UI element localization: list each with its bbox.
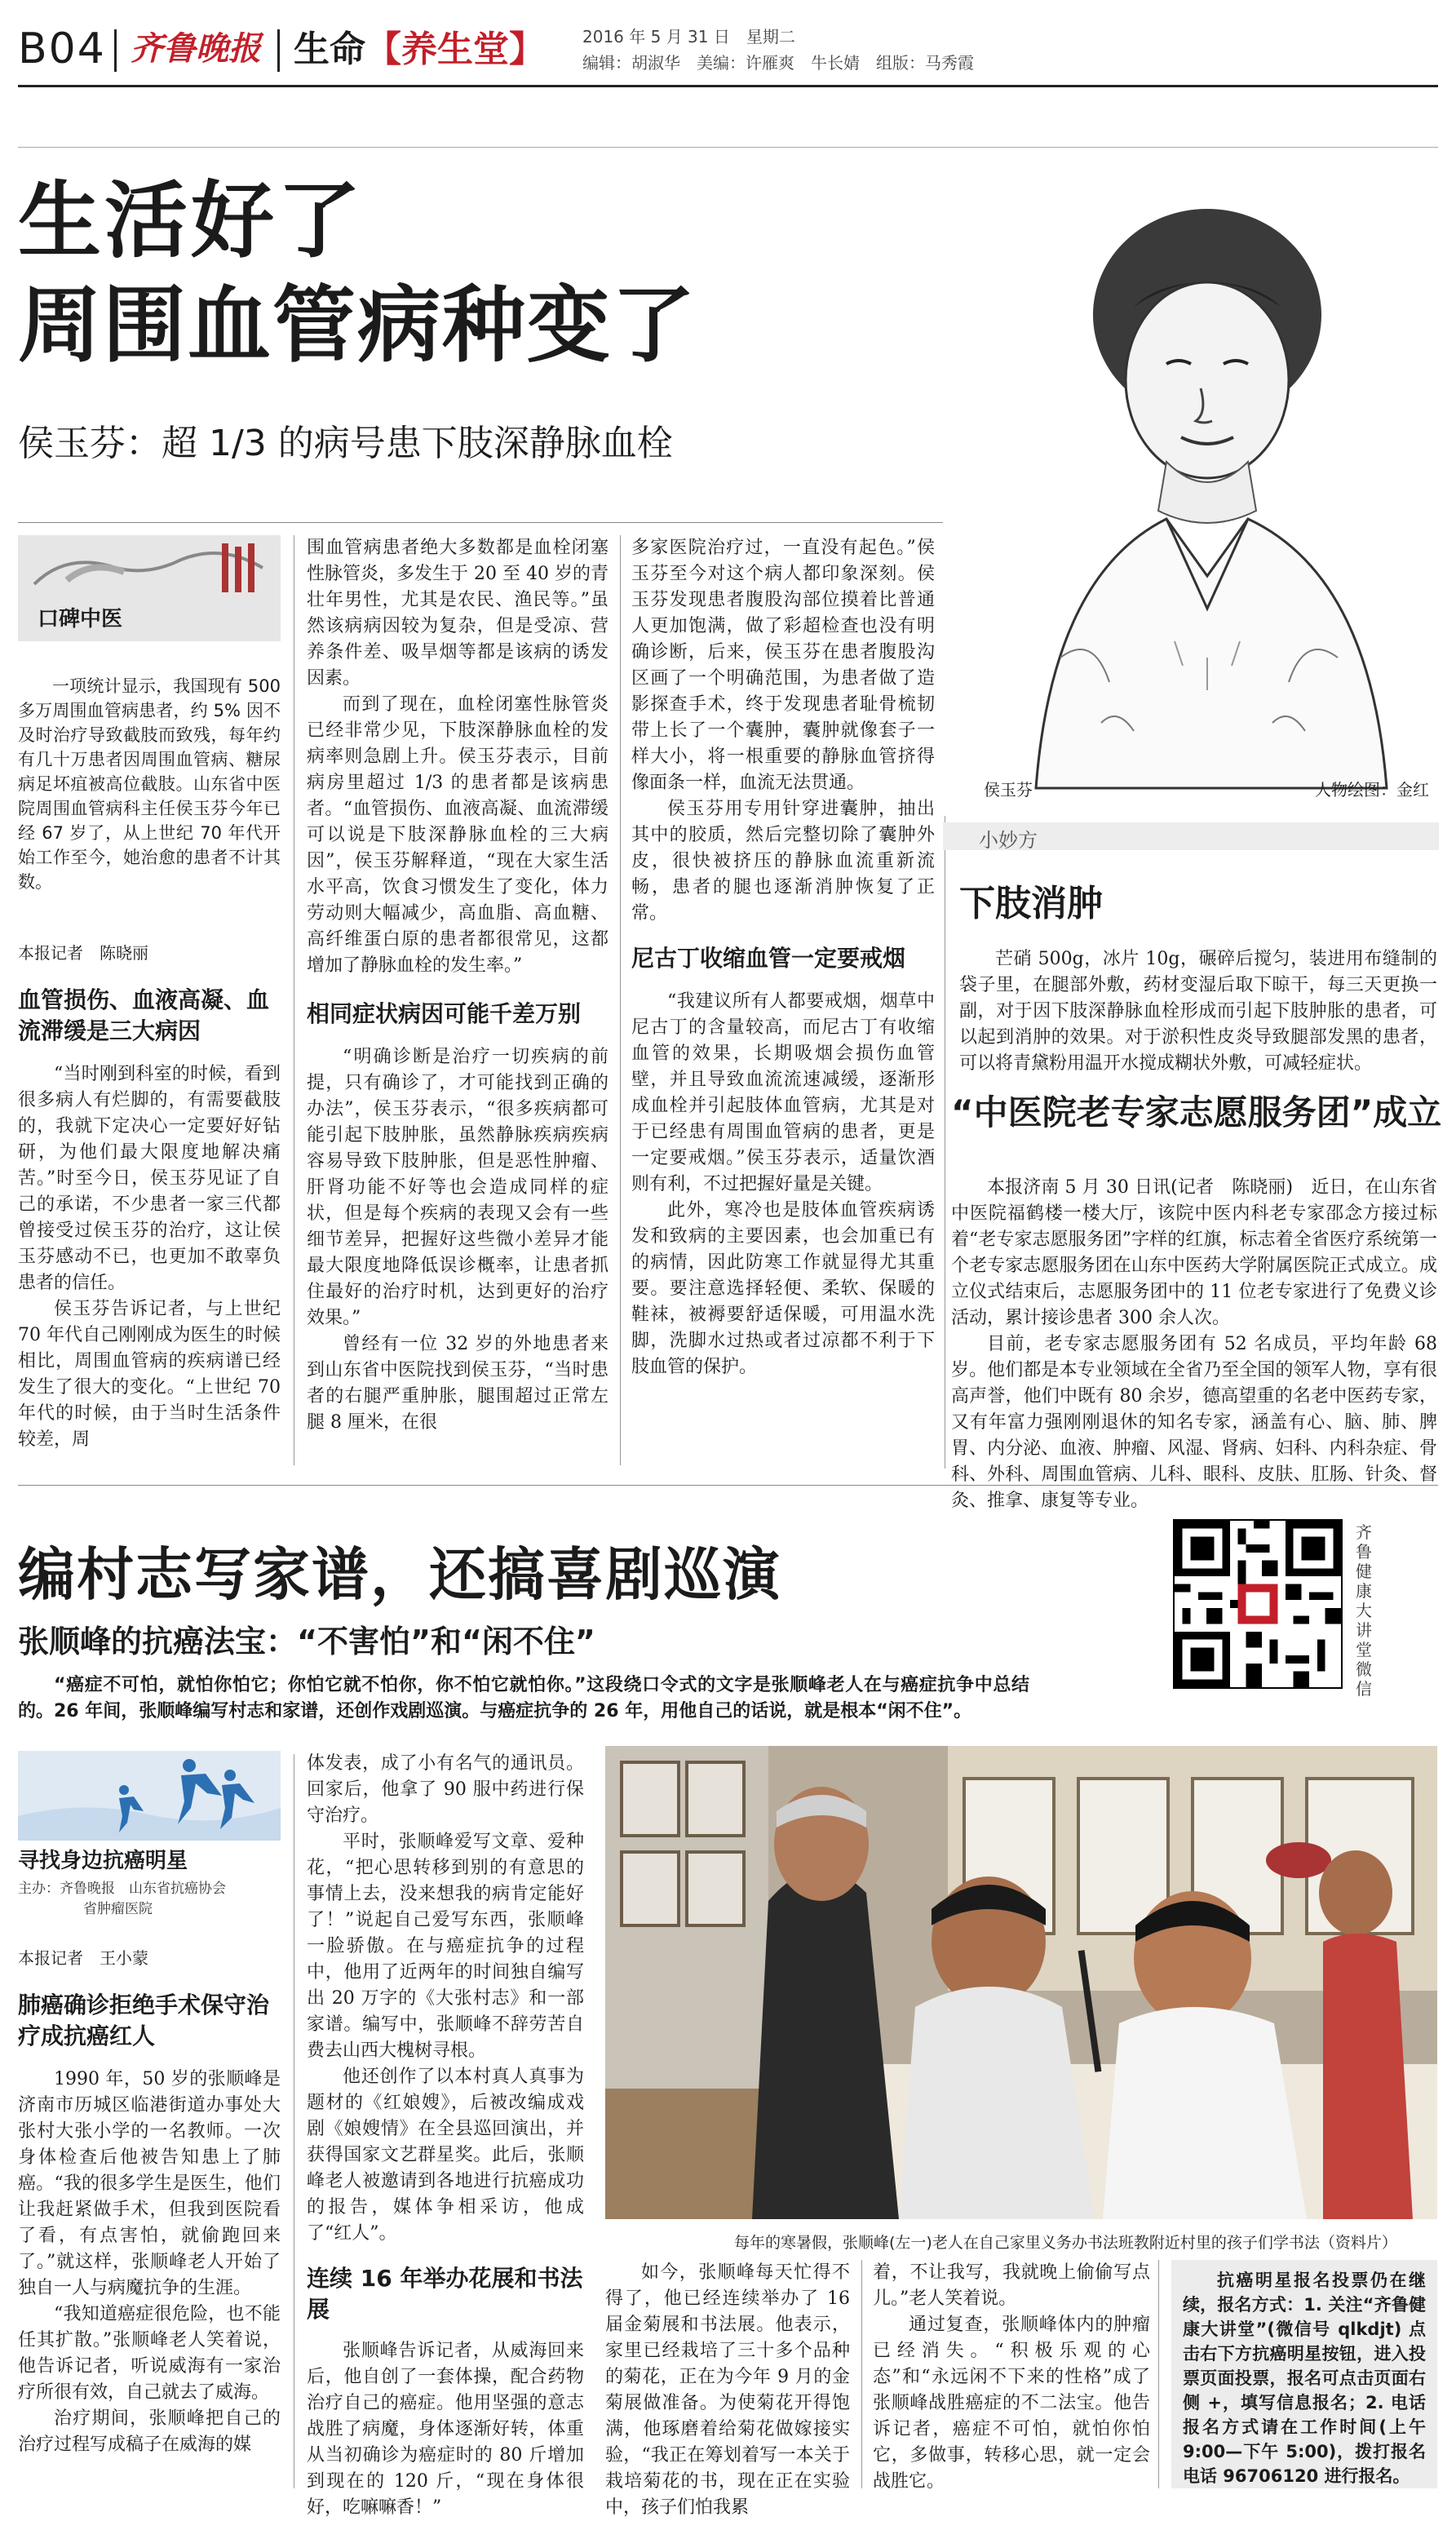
paragraph: 而到了现在，血栓闭塞性脉管炎已经非常少见，下肢深静脉血栓的发病率则急剧上升。侯玉芬表示，目前病房里超过 1/3 的患者都是该病患者。“血管损伤、血液高凝、血流滞缓可以说是下肢深静脉血栓的三大病因”，侯玉芬解释道，“现在大家生活水平高，饮食习惯发生了变化，体力劳动则大幅减少，高血脂、高血糖、高纤维蛋白原的患者都很常见，这都增加了静脉血栓的发生率。” bbox=[307, 694, 609, 976]
vote-info-box bbox=[1171, 2260, 1437, 2488]
column-host: 主办：齐鲁晚报 山东省抗癌协会 bbox=[18, 1881, 226, 1897]
article1-subhead-2: 相同症状病因可能千差万别 bbox=[307, 1000, 582, 1027]
page-header bbox=[18, 24, 1437, 82]
article2-subhead-2: 连续 16 年举办花展和书法展 bbox=[307, 2265, 583, 2323]
editor-credits: 编辑：胡淑华 美编：许雁爽 牛长婧 组版：马秀霞 bbox=[582, 53, 974, 73]
portrait-illustration bbox=[963, 152, 1436, 813]
column-banner-koubei bbox=[18, 535, 281, 641]
paragraph: 目前，老专家志愿服务团有 52 名成员，平均年龄 68 岁。他们都是本专业领域在全省乃至全国的领军人物，享有很高声誉，他们中既有 80 余岁，德高望重的名老中医药专家，又有年富力强刚刚退休的知名专家，涵盖有心、脑、肺、脾胃、内分泌、血液、肿瘤、风湿、肾病、妇科、内科杂症、骨科、外科、周围血管病、儿科、眼科、皮肤、肛肠、针灸、督灸、推拿、康复等专业。 bbox=[951, 1334, 1437, 1511]
cancer-star-column-title: 寻找身边抗癌明星 bbox=[18, 1849, 188, 1873]
paragraph: 侯玉芬告诉记者，与上世纪 70 年代自己刚刚成为医生的时候相比，周围血管病的疾病谱已经发生了很大的变化。“上世纪 70 年代的时候，由于当时生活条件较差，周 bbox=[18, 1299, 281, 1450]
article2-title: 编村志写家谱，还搞喜剧巡演 bbox=[18, 1541, 781, 1608]
vote-info-text: 抗癌明星报名投票仍在继续，报名方式：1. 关注“齐鲁健康大讲堂”(微信号 qlkdjt) 点击右下方抗癌明星按钮，进入投票页面投票，报名可点击页面右侧 +，填写信息报名；2. 电话报名方式请在工作时间(上午 9:00—下午 5:00)，拨打报名电话 96706120 进行报名。 bbox=[1183, 2271, 1426, 2486]
running-figures-icon bbox=[18, 1751, 281, 1841]
paragraph: 如今，张顺峰每天忙得不得了，他已经连续举办了 16 届金菊展和书法展。他表示，家里已经栽培了三十多个品种的菊花，正在为今年 9 月的金菊展做准备。为使菊花开得饱满，他琢磨着给菊花做嫁接实验，“我正在筹划着写一本关于栽培菊花的书，现在正在实验中，孩子们怕我累 bbox=[605, 2262, 850, 2518]
portrait-caption: 侯玉芬 bbox=[984, 780, 1033, 800]
qr-code-icon[interactable] bbox=[1173, 1519, 1343, 1689]
paragraph: 着，不让我写，我就晚上偷偷写点儿。”老人笑着说。 bbox=[873, 2262, 1150, 2309]
paragraph: 治疗期间，张顺峰把自己的治疗过程写成稿子在威海的媒 bbox=[18, 2408, 281, 2455]
article1-column-2 bbox=[307, 535, 609, 1436]
photo-caption: 每年的寒暑假，张顺峰(左一)老人在自己家里义务办书法班教附近村里的孩子们学书法（资料片） bbox=[734, 2234, 1397, 2252]
paragraph: 他还创作了以本村真人真事为题材的《红娘嫂》，后被改编成戏剧《娘嫂情》在全县巡回演出，并获得国家文艺群星奖。此后，张顺峰老人被邀请到各地进行抗癌成功的报告，媒体争相采访，他成了“红人”。 bbox=[307, 2067, 584, 2244]
tip-column-label: 小妙方 bbox=[979, 829, 1038, 852]
article1-reporter: 本报记者 陈晓丽 bbox=[18, 943, 148, 963]
article2-reporter: 本报记者 王小蒙 bbox=[18, 1948, 148, 1968]
issue-date: 2016 年 5 月 31 日 星期二 bbox=[582, 27, 795, 47]
article2-column-4 bbox=[873, 2260, 1150, 2495]
paragraph: 此外，寒冷也是肢体血管疾病诱发和致病的主要因素，也会加重已有的病情，因此防寒工作就显得尤其重要。要注意选择轻便、柔软、保暖的鞋袜，被褥要舒适保暖，可用温水洗脚，洗脚水过热或者过凉都不利于下肢血管的保护。 bbox=[631, 1200, 935, 1377]
paragraph: 本报济南 5 月 30 日讯(记者 陈晓丽) 近日，在山东省中医院福鹤楼一楼大厅，该院中医内科老专家邵念方接过标着“老专家志愿服务团”字样的红旗，标志着全省医疗系统第一个老专家志愿服务团在山东中医药大学附属医院正式成立。成立仪式结束后，志愿服务团中的 11 位老专家进行了免费义诊活动，累计接诊患者 300 余人次。 bbox=[951, 1177, 1437, 1328]
paragraph: 侯玉芬用专用针穿进囊肿，抽出其中的胶质，然后完整切除了囊肿外皮，很快被挤压的静脉血流重新流畅，患者的腿也逐渐消肿恢复了正常。 bbox=[631, 799, 935, 924]
article2-subhead-1: 肺癌确诊拒绝手术保守治疗成抗癌红人 bbox=[18, 1992, 270, 2049]
paragraph: 曾经有一位 32 岁的外地患者来到山东省中医院找到侯玉芬，“当时患者的右腿严重肿胀，腿围超过正常左腿 8 厘米，在很 bbox=[307, 1334, 609, 1433]
cancer-star-banner bbox=[18, 1751, 281, 1841]
paragraph: “当时刚到科室的时候，看到很多病人有烂脚的，有需要截肢的，我就下定决心一定要好好钻研，为他们最大限度地解决痛苦。”时至今日，侯玉芬见证了自己的承诺，不少患者一家三代都曾接受过侯玉芬的治疗，这让侯玉芬感动不已，也更加不敢辜负患者的信任。 bbox=[18, 1064, 281, 1293]
article1-lead: 一项统计显示，我国现有 500 多万周围血管病患者，约 5% 因不及时治疗导致截肢而致残，每年约有几十万患者因周围血管病、糖尿病足坏疽被高位截肢。山东省中医院周围血管病科主任侯玉芬今年已经 67 岁了，从上世纪 70 年代开始工作至今，她治愈的患者不计其数。 bbox=[18, 676, 281, 892]
tip-text: 芒硝 500g，冰片 10g，碾碎后搅匀，装进用布缝制的袋子里，在腿部外敷，药材变湿后取下晾干，每三天更换一副，对于因下肢深静脉血栓形成而引起下肢肿胀的患者，可以起到消肿的效果。对于淤积性皮炎导致腿部发黑的患者，可以将青黛粉用温开水搅成糊状外敷，可减轻症状。 bbox=[959, 949, 1437, 1074]
paragraph: 体发表，成了小有名气的通讯员。回家后，他拿了 90 服中药进行保守治疗。 bbox=[307, 1753, 584, 1826]
paragraph: “我建议所有人都要戒烟，烟草中尼古丁的含量较高，而尼古丁有收缩血管的效果，长期吸烟会损伤血管壁，并且导致血流流速减缓，逐渐形成血栓并引起肢体血管病，尤其是对于已经患有周围血管病的患者，更是一定要戒烟。”侯玉芬表示，适量饮酒则有利，不过把握好量是关键。 bbox=[631, 991, 935, 1194]
article2-column-1 bbox=[18, 1751, 281, 2458]
article1-column-1 bbox=[18, 535, 281, 1453]
portrait-credit: 人物绘图：金红 bbox=[1315, 780, 1429, 800]
column-host-2: 省肿瘤医院 bbox=[83, 1901, 153, 1917]
article1-subhead-3: 尼古丁收缩血管一定要戒烟 bbox=[631, 945, 906, 972]
article1-column-3 bbox=[631, 535, 935, 1380]
tip-title: 下肢消肿 bbox=[959, 883, 1103, 924]
article1-title-line2: 周围血管病种变了 bbox=[18, 277, 697, 374]
qr-label: 齐鲁健康大讲堂微信 bbox=[1356, 1522, 1372, 1699]
calligraphy-class-photo bbox=[605, 1746, 1437, 2219]
column-label: 口碑中医 bbox=[38, 607, 123, 631]
paragraph: “我知道癌症很危险，也不能任其扩散。”张顺峰老人笑着说，他告诉记者，听说威海有一家治疗所很有效，自己就去了威海。 bbox=[18, 2304, 281, 2403]
paragraph: 张顺峰告诉记者，从威海回来后，他自创了一套体操，配合药物治疗自己的癌症。他用坚强的意志战胜了病魔，身体逐渐好转，体重从当初确诊为癌症时的 80 斤增加到现在的 120 斤，“现在身体很好，吃嘛嘛香！” bbox=[307, 2341, 584, 2518]
article2-column-3 bbox=[605, 2260, 850, 2521]
article1-subhead-1: 血管损伤、血液高凝、血流滞缓是三大病因 bbox=[18, 986, 270, 1044]
article1-subtitle: 侯玉芬：超 1/3 的病号患下肢深静脉血栓 bbox=[18, 423, 673, 464]
article2-lead: “癌症不可怕，就怕你怕它；你怕它就不怕你，你不怕它就怕你。”这段绕口令式的文字是张顺峰老人在与癌症抗争中总结的。26 年间，张顺峰编写村志和家谱，还创作戏剧巡演。与癌症抗争的 26 年，用他自己的话说，就是根本“闲不住”。 bbox=[18, 1675, 1030, 1721]
hand-pulse-icon bbox=[18, 535, 281, 600]
paragraph: 平时，张顺峰爱写文章、爱种花，“把心思转移到别的有意思的事情上去，没来想我的病肯定能好了！”说起自己爱写东西，张顺峰一脸骄傲。在与癌症抗争的过程中，他用了近两年的时间独自编写出 20 万字的《大张村志》和一部家谱。编写中，张顺峰不辞劳苦自费去山西大槐树寻根。 bbox=[307, 1832, 584, 2061]
paragraph: 围血管病患者绝大多数都是血栓闭塞性脉管炎，多发生于 20 至 40 岁的青壮年男性，尤其是农民、渔民等。”虽然该病病因较为复杂，但是受凉、营养条件差、吸旱烟等都是该病的诱发因素。 bbox=[307, 538, 609, 689]
news-body bbox=[951, 1175, 1437, 1514]
article1-title-line1: 生活好了 bbox=[18, 173, 364, 270]
news-title: “中医院老专家志愿服务团”成立 bbox=[951, 1092, 1442, 1132]
newspaper-logo: 齐鲁晚报 bbox=[131, 29, 261, 68]
paragraph: 通过复查，张顺峰体内的肿瘤已经消失。“积极乐观的心态”和“永远闲不下来的性格”成了张顺峰战胜癌症的不二法宝。他告诉记者，癌症不可怕，就怕你怕它，多做事，转移心思，就一定会战胜它。 bbox=[873, 2315, 1150, 2492]
paragraph: 多家医院治疗过，一直没有起色。”侯玉芬至今对这个病人都印象深刻。侯玉芬发现患者腹股沟部位摸着比普通人更加饱满，做了彩超检查也没有明确诊断，后来，侯玉芬在患者腹股沟区画了一个明确范围，为患者做了造影探查手术，终于发现患者耻骨梳韧带上长了一个囊肿，囊肿就像套子一样大小，将一根重要的静脉血管挤得像面条一样，血流无法贯通。 bbox=[631, 538, 935, 793]
article2-subtitle: 张顺峰的抗癌法宝：“不害怕”和“闲不住” bbox=[18, 1624, 595, 1659]
article2-column-2 bbox=[307, 1751, 584, 2521]
paragraph: 1990 年，50 岁的张顺峰是济南市历城区临港街道办事处大张村大张小学的一名教师。一次身体检查后他被告知患上了肺癌。“我的很多学生是医生，他们让我赶紧做手术，但我到医院看了看，有点害怕，就偷跑回来了。”就这样，张顺峰老人开始了独自一人与病魔抗争的生涯。 bbox=[18, 2069, 281, 2298]
page-number: B04 bbox=[18, 24, 106, 73]
paragraph: “明确诊断是治疗一切疾病的前提，只有确诊了，才可能找到正确的办法”，侯玉芬表示，“很多疾病都可能引起下肢肿胀，虽然静脉疾病疾病容易导致下肢肿胀，但是恶性肿瘤、肝肾功能不好等也会造成同样的症状，但是每个疾病的表现又会有一些细节差异，把握好这些微小差异才能最大限度地降低误诊概率，让患者抓住最好的治疗时机，达到更好的治疗效果。” bbox=[307, 1047, 609, 1328]
section-title: 生命【养生堂】 bbox=[294, 29, 545, 70]
